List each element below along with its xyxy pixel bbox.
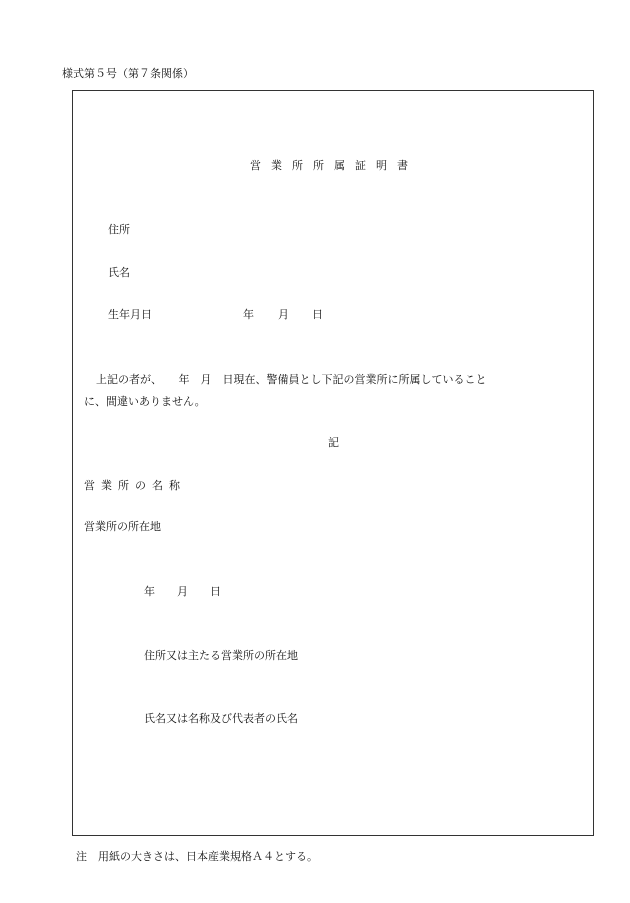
statement-line-2: に、間違いありません。 [84, 395, 206, 408]
certifier-address-label: 住所又は主たる営業所の所在地 [144, 649, 298, 662]
certifier-name-label: 氏名又は名称及び代表者の氏名 [144, 712, 298, 725]
issue-date-day: 日 [210, 585, 221, 598]
paper-size-note: 注 用紙の大きさは、日本産業規格Ａ４とする。 [76, 850, 318, 863]
office-name-label: 営業所の名称 [84, 479, 186, 492]
ki-heading: 記 [328, 436, 339, 449]
office-location-label: 営業所の所在地 [84, 520, 161, 533]
name-label: 氏名 [108, 266, 130, 279]
issue-date-month: 月 [177, 585, 188, 598]
birthdate-label: 生年月日 [108, 308, 152, 321]
issue-date-year: 年 [144, 585, 155, 598]
address-label: 住所 [108, 223, 130, 236]
statement-line-1: 上記の者が、 年 月 日現在、警備員とし下記の営業所に所属していること [96, 373, 487, 386]
birthdate-month: 月 [278, 308, 289, 321]
birthdate-day: 日 [312, 308, 323, 321]
form-number: 様式第５号（第７条関係） [62, 67, 194, 80]
birthdate-year: 年 [243, 308, 254, 321]
document-title: 営業所所属証明書 [250, 159, 418, 172]
